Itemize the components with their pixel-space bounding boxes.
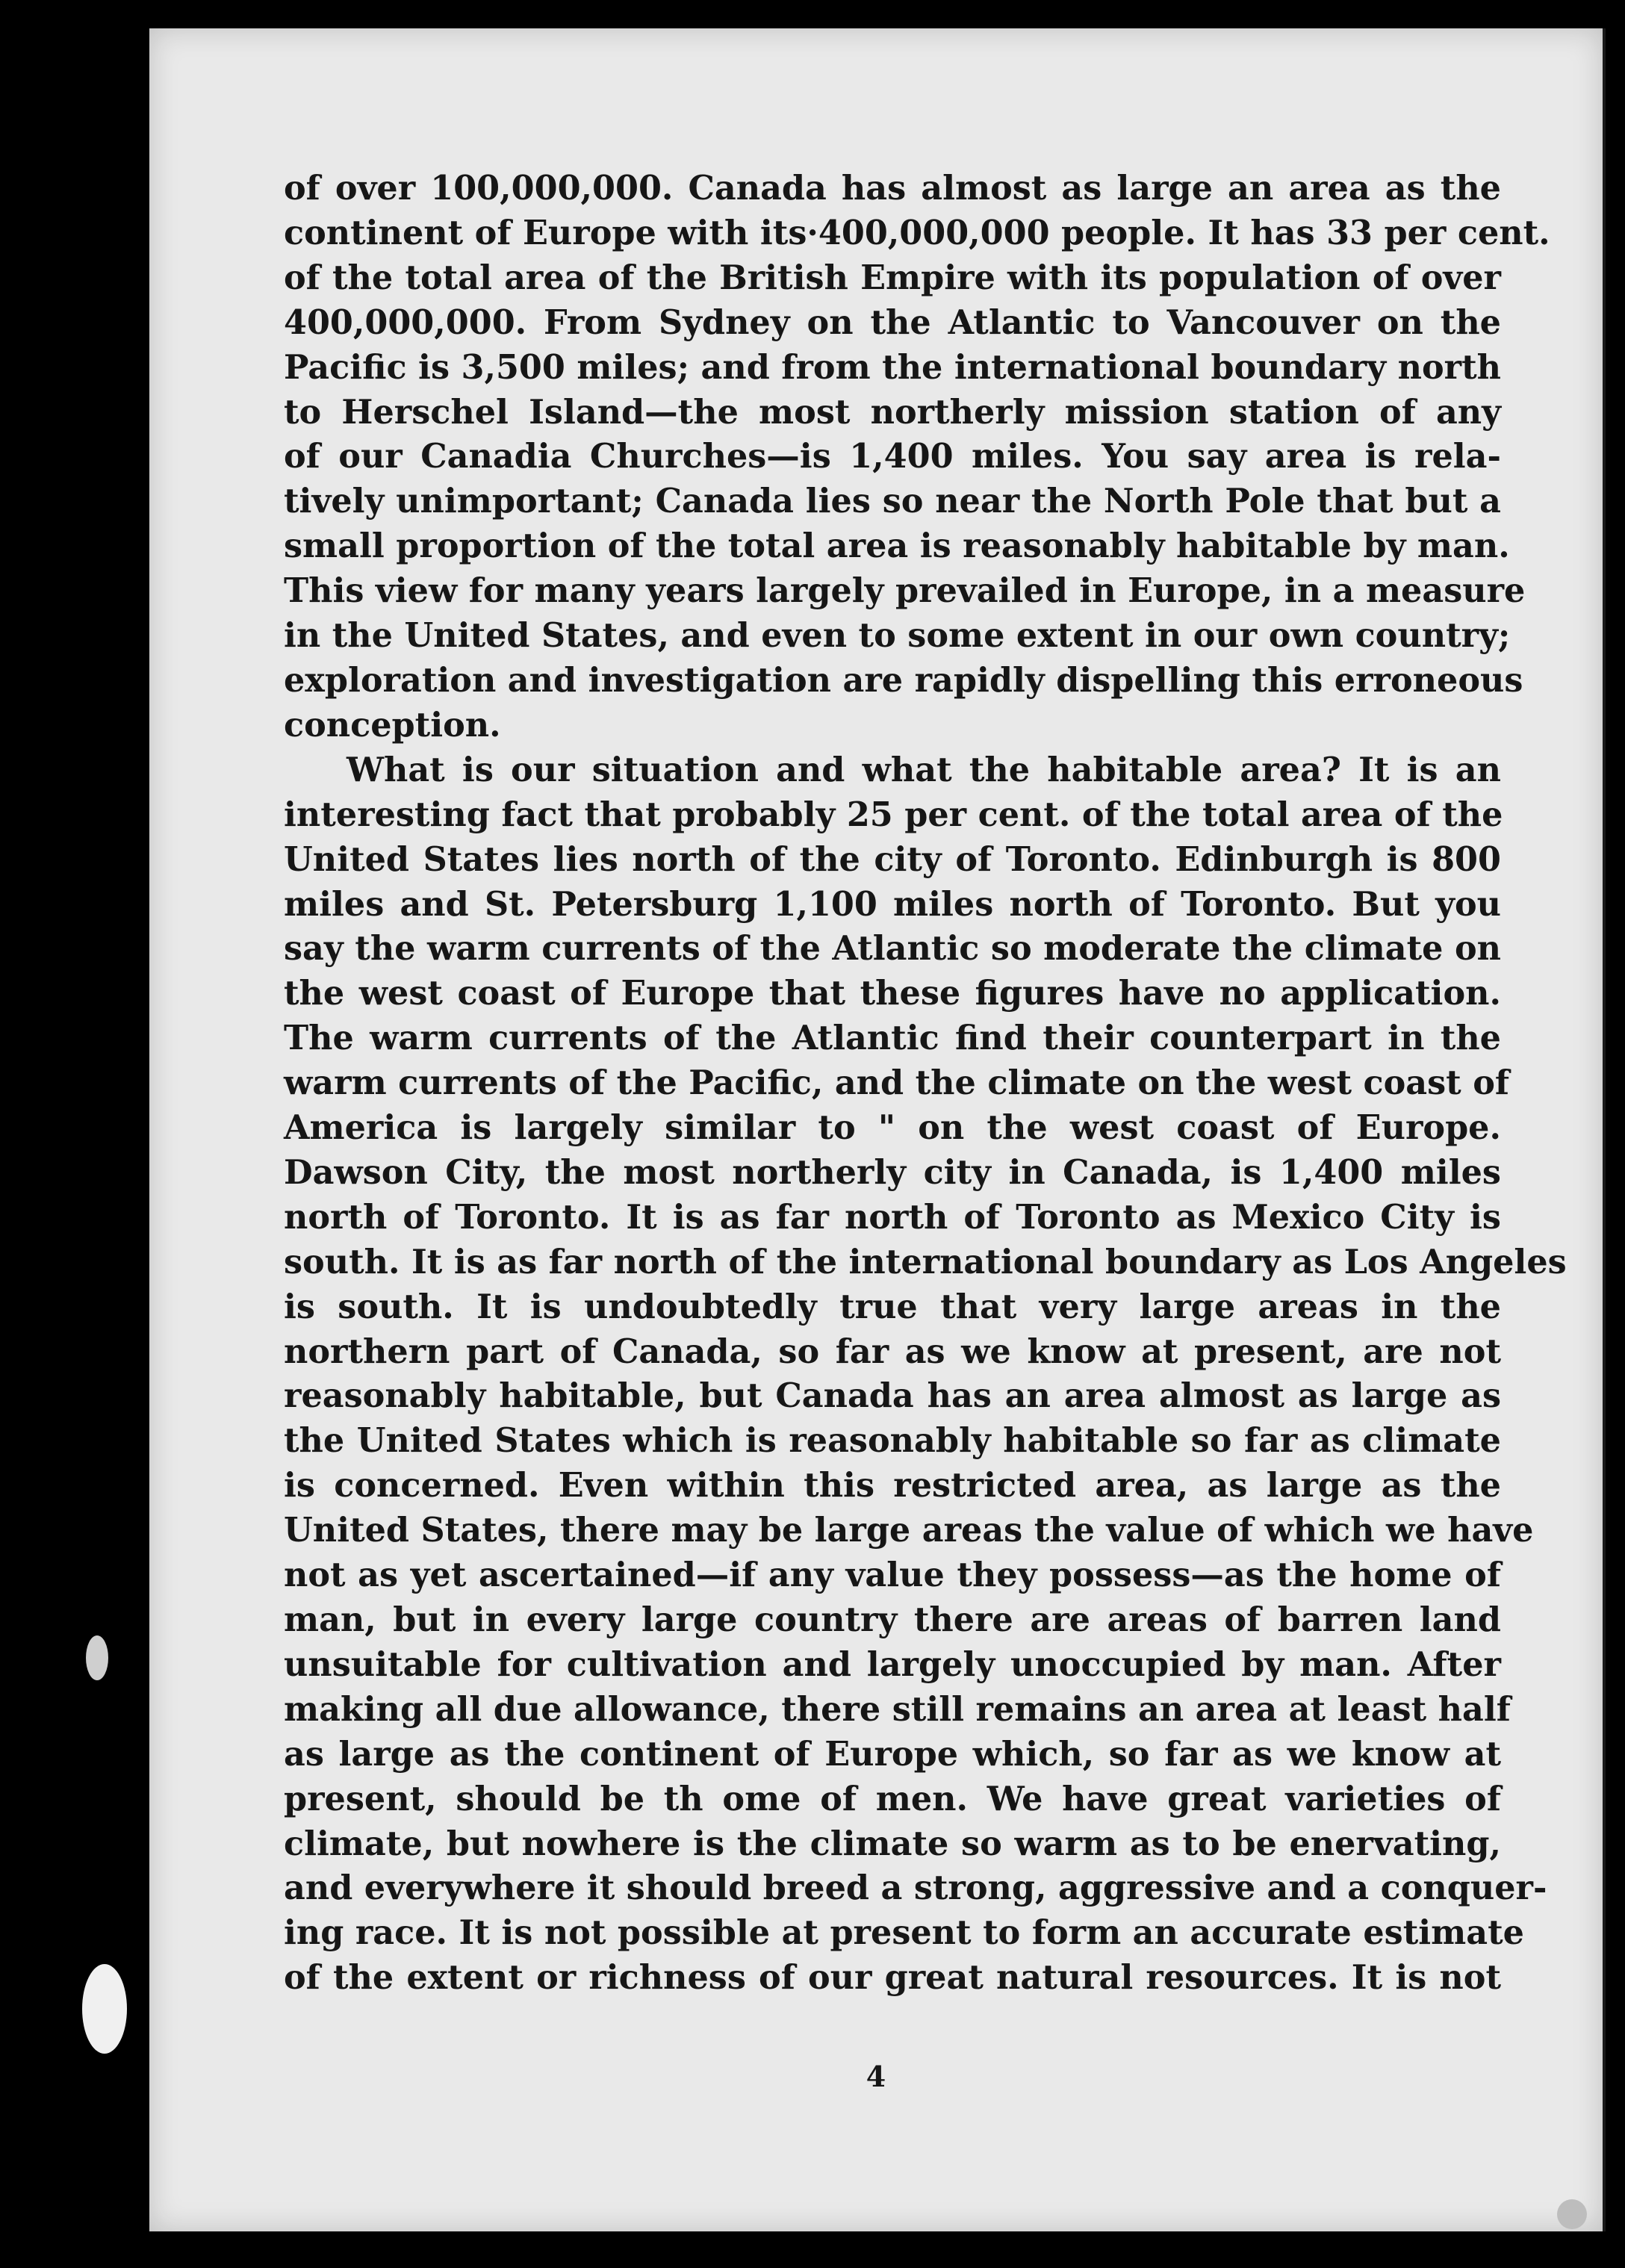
text-line: of over 100,000,000. Canada has almost as large an area as the: [284, 169, 1501, 208]
text-line: is concerned. Even within this restricted area, as large as the: [284, 1466, 1501, 1506]
text-line: exploration and investigation are rapidly dispelling this erroneous: [284, 660, 1523, 700]
body-text: [284, 167, 1567, 2001]
text-line: United States lies north of the city of Toronto. Edinburgh is 800: [284, 839, 1501, 879]
text-line: say the warm currents of the Atlantic so moderate the climate on: [284, 929, 1501, 969]
text-line: unsuitable for cultivation and largely unoccupied by man. After: [284, 1644, 1501, 1684]
document-page: [149, 28, 1603, 2231]
text-line: and everywhere it should breed a strong, aggressive and a conquer-: [284, 1868, 1547, 1908]
text-line: north of Toronto. It is as far north of Toronto as Mexico City is: [284, 1197, 1501, 1237]
text-line: in the United States, and even to some extent in our own country;: [284, 616, 1511, 656]
page-number: 4: [866, 2060, 886, 2093]
text-line: conception.: [284, 705, 501, 745]
text-line: northern part of Canada, so far as we know at present, are not: [284, 1332, 1501, 1371]
text-line: making all due allowance, there still remains an area at least half: [284, 1689, 1511, 1729]
scan-speck: [1557, 2199, 1587, 2229]
text-line: to Herschel Island—the most northerly mission station of any: [284, 392, 1501, 432]
text-line: United States, there may be large areas the value of which we have: [284, 1511, 1534, 1550]
text-line: ing race. It is not possible at present to form an accurate estimate: [284, 1913, 1524, 1953]
text-line: the United States which is reasonably habitable so far as climate: [284, 1421, 1501, 1461]
scan-speck: [82, 1964, 127, 2054]
text-line: present, should be th ome of men. We have great varieties of: [284, 1779, 1501, 1818]
text-line: Dawson City, the most northerly city in Canada, is 1,400 miles: [284, 1152, 1501, 1192]
text-line: is south. It is undoubtedly true that very large areas in the: [284, 1287, 1501, 1326]
text-line: of our Canadia Churches—is 1,400 miles. You say area is rela-: [284, 437, 1501, 476]
text-line: climate, but nowhere is the climate so warm as to be enervating,: [284, 1824, 1501, 1863]
text-line: tively unimportant; Canada lies so near the North Pole that but a: [284, 482, 1501, 521]
text-line: This view for many years largely prevailed in Europe, in a measure: [284, 571, 1526, 611]
text-line: small proportion of the total area is reasonably habitable by man.: [284, 526, 1510, 566]
text-line: Pacific is 3,500 miles; and from the international boundary north: [284, 347, 1501, 387]
text-line: warm currents of the Pacific, and the climate on the west coast of: [284, 1063, 1510, 1103]
text-line: miles and St. Petersburg 1,100 miles north of Toronto. But you: [284, 884, 1501, 924]
text-line: man, but in every large country there are areas of barren land: [284, 1600, 1501, 1639]
text-line: south. It is as far north of the international boundary as Los Angeles: [284, 1242, 1567, 1281]
page-edge-divider: [1603, 28, 1606, 2231]
text-line: America is largely similar to " on the west coast of Europe.: [284, 1108, 1501, 1148]
text-line: of the total area of the British Empire with its population of over: [284, 258, 1501, 297]
text-line: reasonably habitable, but Canada has an area almost as large as: [284, 1376, 1501, 1416]
text-line: not as yet ascertained—if any value they possess—as the home of: [284, 1556, 1501, 1595]
text-line: interesting fact that probably 25 per cent. of the total area of the: [284, 795, 1503, 834]
text-line: The warm currents of the Atlantic find their counterpart in the: [284, 1019, 1501, 1058]
text-line: 400,000,000. From Sydney on the Atlantic to Vancouver on the: [284, 302, 1501, 342]
text-line: as large as the continent of Europe which, so far as we know at: [284, 1734, 1501, 1774]
paragraph-start-line: What is our situation and what the habitable area? It is an: [347, 750, 1501, 789]
scan-speck: [86, 1635, 108, 1680]
text-line: the west coast of Europe that these figures have no application.: [284, 974, 1501, 1013]
text-line: continent of Europe with its·400,000,000 people. It has 33 per cent.: [284, 213, 1550, 252]
text-line: of the extent or richness of our great natural resources. It is not: [284, 1958, 1501, 1998]
